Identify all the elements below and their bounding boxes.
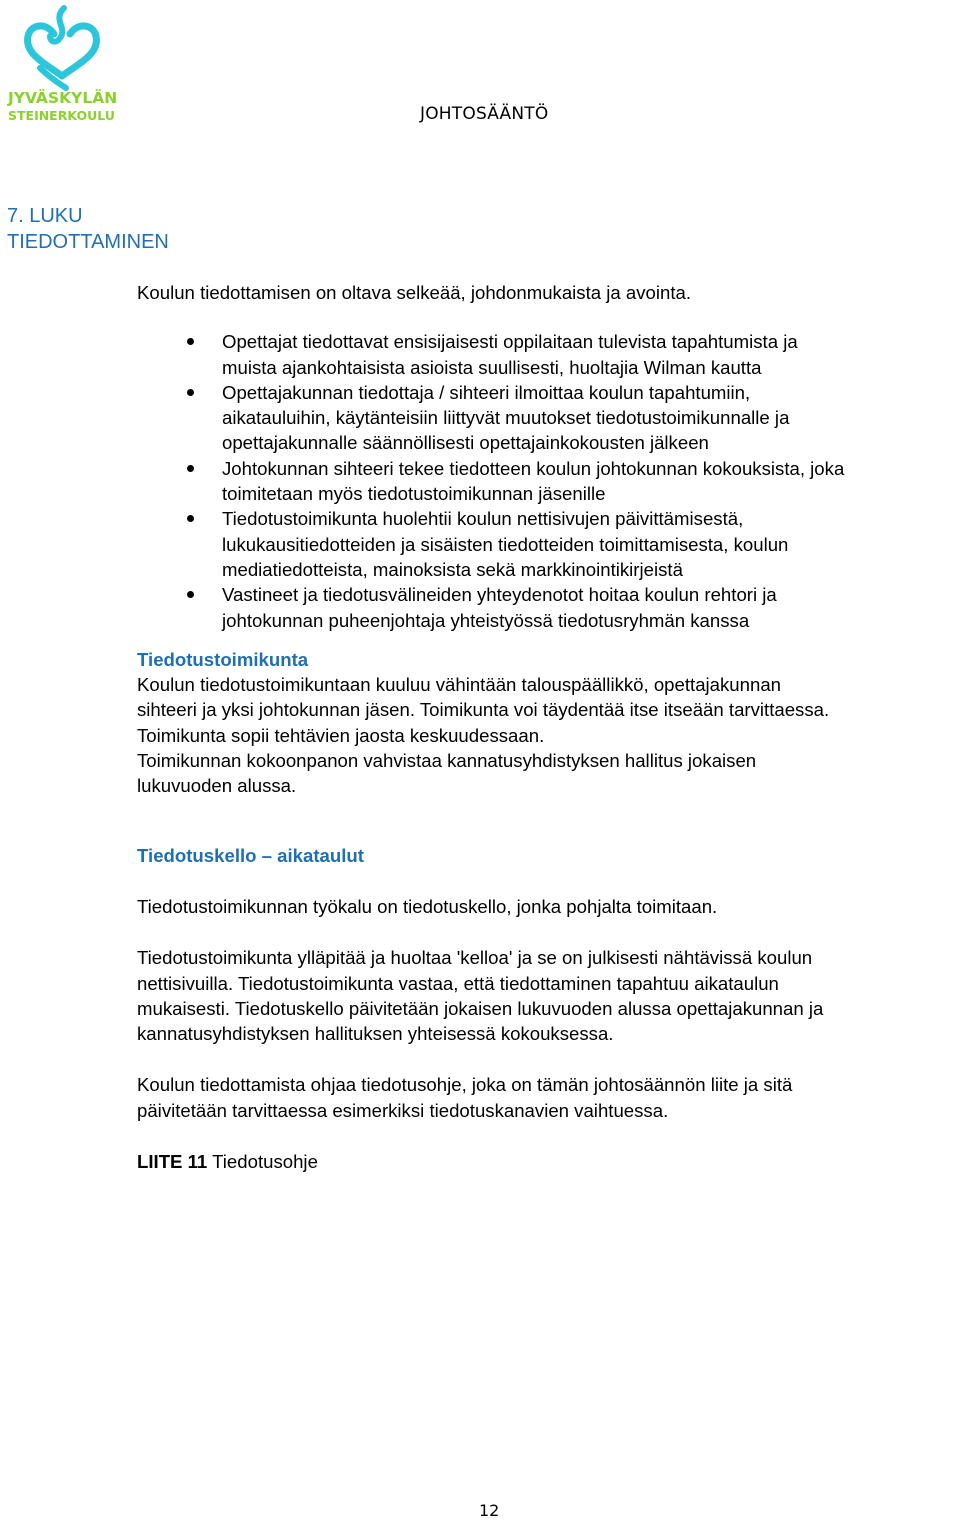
responsibility-list xyxy=(137,329,957,633)
list-item-line: Johtokunnan sihteeri tekee tiedotteen koulun johtokunnan kokouksista, joka xyxy=(222,457,845,479)
section-paragraph xyxy=(137,1072,957,1123)
paragraph-line: lukuvuoden alussa. xyxy=(137,775,297,797)
bullet-icon xyxy=(187,465,194,472)
bullet-icon xyxy=(187,338,194,345)
list-item-line: Vastineet ja tiedotusvälineiden yhteydenotot hoitaa koulun rehtori ja xyxy=(222,584,777,606)
svg-text:JYVÄSKYLÄN: JYVÄSKYLÄN xyxy=(8,89,118,107)
paragraph-line: kannatusyhdistyksen hallituksen yhteisessä kokouksessa. xyxy=(137,1023,614,1045)
document-header-title: JOHTOSÄÄNTÖ xyxy=(420,104,549,124)
list-item xyxy=(137,329,957,380)
list-item xyxy=(137,506,957,582)
chapter-title: TIEDOTTAMINEN xyxy=(7,231,169,253)
chapter-heading xyxy=(7,203,169,255)
appendix-text: Tiedotusohje xyxy=(212,1151,318,1173)
paragraph-line: sihteeri ja yksi johtokunnan jäsen. Toimikunta voi täydentää itse itseään tarvittaessa. xyxy=(137,699,830,721)
paragraph-line: mukaisesti. Tiedotuskello päivitetään jokaisen lukuvuoden alussa opettajakunnan ja xyxy=(137,997,824,1019)
paragraph-line: päivitetään tarvittaessa esimerkiksi tiedotuskanavien vaihtuessa. xyxy=(137,1099,669,1121)
school-logo xyxy=(6,2,118,124)
list-item-line: muista ajankohtaisista asioista suullisesti, huoltajia Wilman kautta xyxy=(222,356,762,378)
chapter-number: 7. LUKU xyxy=(7,205,83,227)
paragraph-line: Koulun tiedotustoimikuntaan kuuluu vähintään talouspäällikkö, opettajakunnan xyxy=(137,674,782,696)
list-item-line: lukukausitiedotteiden ja sisäisten tiedotteiden toimittamisesta, koulun xyxy=(222,533,789,555)
list-item-line: Tiedotustoimikunta huolehtii koulun nettisivujen päivittämisestä, xyxy=(222,508,744,530)
paragraph-line: Toimikunta sopii tehtävien jaosta keskuudessaan. xyxy=(137,724,545,746)
list-item xyxy=(137,380,957,456)
section-heading-tiedotuskello: Tiedotuskello – aikataulut xyxy=(137,844,364,866)
appendix-reference xyxy=(137,1149,957,1174)
paragraph-line: nettisivuilla. Tiedotustoimikunta vastaa, että tiedottaminen tapahtuu aikataulun xyxy=(137,972,779,994)
list-item-line: Opettajakunnan tiedottaja / sihteeri ilmoittaa koulun tapahtumiin, xyxy=(222,381,751,403)
section-paragraph xyxy=(137,894,957,919)
list-item xyxy=(137,456,957,507)
bullet-icon xyxy=(187,389,194,396)
section-paragraph xyxy=(137,672,957,798)
page-number: 12 xyxy=(479,1501,500,1520)
list-item-line: opettajakunnalle säännöllisesti opettajainkokousten jälkeen xyxy=(222,432,709,454)
list-item-line: toimitetaan myös tiedotustoimikunnan jäsenille xyxy=(222,483,606,505)
paragraph-line: Tiedotustoimikunnan työkalu on tiedotuskello, jonka pohjalta toimitaan. xyxy=(137,895,718,917)
section-heading-tiedotustoimikunta: Tiedotustoimikunta xyxy=(137,648,309,670)
list-item-line: mediatiedotteista, mainoksista sekä markkinointikirjeistä xyxy=(222,558,683,580)
paragraph-line: Toimikunnan kokoonpanon vahvistaa kannatusyhdistyksen hallitus jokaisen xyxy=(137,750,757,772)
section-paragraph xyxy=(137,945,957,1046)
list-item-line: Opettajat tiedottavat ensisijaisesti oppilaitaan tulevista tapahtumista ja xyxy=(222,331,798,353)
paragraph-line: Koulun tiedottamista ohjaa tiedotusohje, joka on tämän johtosäännön liite ja sitä xyxy=(137,1074,793,1096)
paragraph-line: Tiedotustoimikunta ylläpitää ja huoltaa 'kelloa' ja se on julkisesti nähtävissä koulun xyxy=(137,947,813,969)
document-body xyxy=(137,280,957,1174)
list-item-line: johtokunnan puheenjohtaja yhteistyössä tiedotusryhmän kanssa xyxy=(222,609,750,631)
heart-flame-logo-icon xyxy=(6,2,118,124)
list-item xyxy=(137,582,957,633)
bullet-icon xyxy=(187,591,194,598)
bullet-icon xyxy=(187,515,194,522)
appendix-label: LIITE 11 xyxy=(137,1151,208,1173)
intro-paragraph: Koulun tiedottamisen on oltava selkeää, johdonmukaista ja avointa. xyxy=(137,282,692,303)
svg-text:STEINERKOULU: STEINERKOULU xyxy=(8,108,115,123)
list-item-line: aikatauluihin, käytänteisiin liittyvät muutokset tiedotustoimikunnalle ja xyxy=(222,407,790,429)
